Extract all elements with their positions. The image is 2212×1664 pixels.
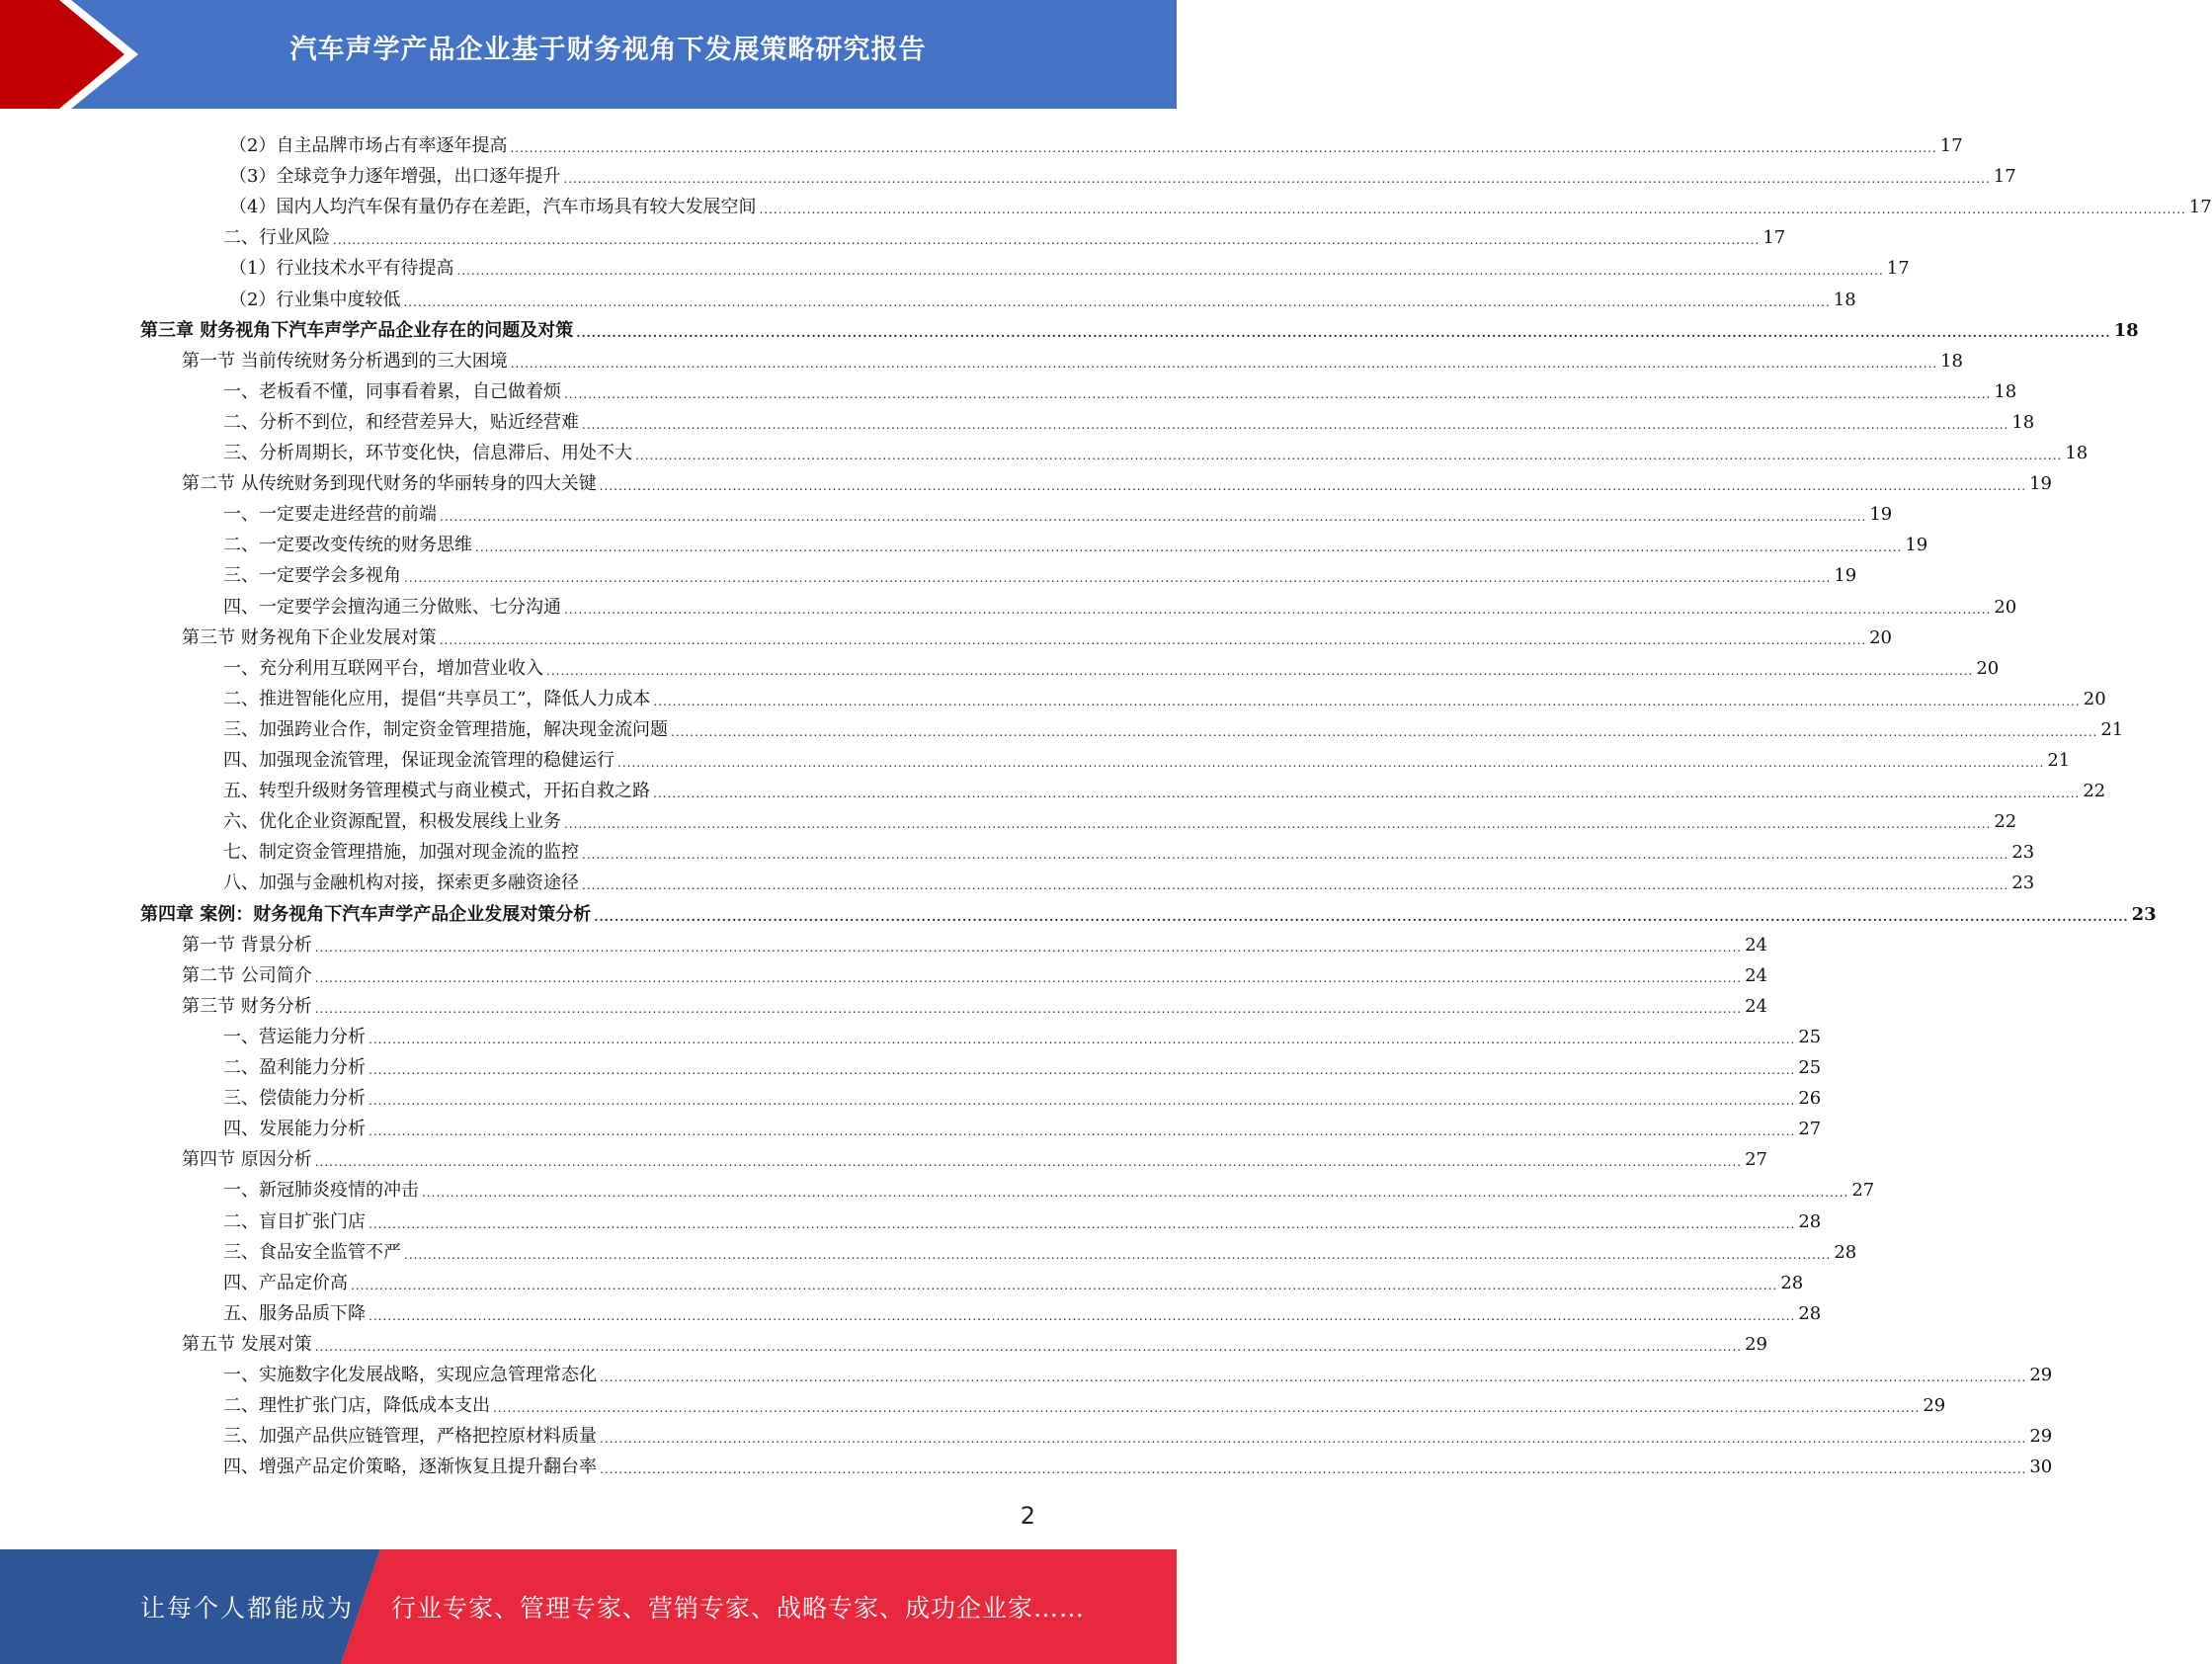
toc-leader-dots: ............................................................................................................................................................................................................................................................................................................ [759, 203, 2186, 217]
toc-entry[interactable] [229, 281, 1856, 311]
toc-entry-title: 第三节 财务分析 [182, 995, 312, 1017]
toc-leader-dots: ............................................................................................................................................................................................................................................................................................................ [600, 1432, 2027, 1447]
toc-leader-dots: ............................................................................................................................................................................................................................................................................................................ [653, 787, 2081, 801]
toc-entry-page-number: 24 [1745, 934, 1767, 956]
toc-entry[interactable] [182, 1325, 1767, 1356]
toc-entry-title: 八、加强与金融机构对接，探索更多融资途径 [223, 873, 579, 894]
toc-entry[interactable] [223, 495, 1893, 526]
toc-entry[interactable] [223, 649, 2000, 680]
toc-leader-dots: ............................................................................................................................................................................................................................................................................................................ [369, 1216, 1796, 1231]
toc-entry-title: 三、偿债能力分析 [223, 1088, 366, 1110]
toc-entry-title: 四、一定要学会擅沟通三分做账、七分沟通 [223, 596, 561, 618]
toc-entry-page-number: 23 [2011, 842, 2035, 864]
toc-leader-dots: ............................................................................................................................................................................................................................................................................................................ [563, 172, 1991, 187]
toc-entry-page-number: 29 [2029, 1426, 2053, 1448]
toc-leader-dots: ............................................................................................................................................................................................................................................................................................................ [404, 1247, 1832, 1262]
toc-entry-title: 三、加强产品供应链管理，严格把控原材料质量 [223, 1426, 597, 1448]
toc-entry-page-number: 21 [2047, 750, 2071, 771]
toc-entry-page-number: 20 [1869, 626, 1892, 648]
toc-entry[interactable] [182, 619, 1892, 649]
toc-leader-dots: ............................................................................................................................................................................................................................................................................................................ [333, 233, 1761, 248]
toc-entry[interactable] [182, 342, 1963, 373]
toc-entry-title: 四、产品定价高 [223, 1272, 348, 1293]
toc-entry-page-number: 18 [1994, 380, 2017, 402]
toc-entry-title: 一、实施数字化发展战略，实现应急管理常态化 [223, 1365, 597, 1385]
toc-entry-page-number: 18 [1940, 350, 1963, 372]
page-header [0, 0, 1177, 109]
toc-entry[interactable] [223, 680, 2106, 710]
toc-entry-page-number: 27 [1851, 1180, 1875, 1202]
toc-leader-dots: ............................................................................................................................................................................................................................................................................................................ [582, 878, 2009, 893]
toc-leader-dots: ............................................................................................................................................................................................................................................................................................................ [369, 1124, 1796, 1139]
toc-entry-page-number: 29 [1923, 1395, 1946, 1417]
toc-leader-dots: ............................................................................................................................................................................................................................................................................................................ [314, 940, 1743, 955]
toc-entry-page-number: 18 [1833, 289, 1856, 310]
toc-entry[interactable] [223, 833, 2035, 864]
toc-leader-dots: ............................................................................................................................................................................................................................................................................................................ [594, 909, 2129, 924]
toc-entry-page-number: 25 [1798, 1057, 1822, 1078]
toc-entry-title: 四、加强现金流管理，保证现金流管理的稳健运行 [223, 750, 614, 771]
toc-entry-page-number: 19 [1869, 504, 1893, 526]
toc-entry-title: 二、行业风险 [223, 227, 330, 249]
toc-leader-dots: ............................................................................................................................................................................................................................................................................................................ [600, 1462, 2027, 1477]
toc-leader-dots: ............................................................................................................................................................................................................................................................................................................ [369, 1032, 1796, 1046]
toc-leader-dots: ............................................................................................................................................................................................................................................................................................................ [314, 1155, 1743, 1170]
toc-entry-title: （1）行业技术水平有待提高 [229, 258, 454, 280]
toc-entry-title: 二、分析不到位，和经营差异大，贴近经营难 [223, 411, 579, 433]
toc-entry-title: 四、发展能力分析 [223, 1119, 366, 1140]
toc-entry-title: 第五节 发展对策 [182, 1333, 312, 1355]
toc-leader-dots: ............................................................................................................................................................................................................................................................................................................ [351, 1278, 1778, 1292]
toc-entry-title: 二、理性扩张门店，降低成本支出 [223, 1395, 490, 1417]
toc-entry[interactable] [223, 1264, 1804, 1294]
toc-entry-title: （3）全球竞争力逐年增强，出口逐年提升 [229, 166, 561, 188]
toc-entry-page-number: 26 [1798, 1088, 1822, 1110]
toc-entry-page-number: 25 [1798, 1026, 1822, 1047]
footer-slogan-left: 让每个人都能成为 [140, 1594, 355, 1622]
toc-entry[interactable] [182, 1140, 1767, 1171]
toc-entry-page-number: 17 [1993, 166, 2016, 188]
toc-entry-title: 三、加强跨业合作，制定资金管理措施，解决现金流问题 [223, 718, 668, 740]
toc-leader-dots: ............................................................................................................................................................................................................................................................................................................ [440, 510, 1867, 525]
toc-entry-page-number: 24 [1745, 964, 1767, 986]
toc-leader-dots: ............................................................................................................................................................................................................................................................................................................ [456, 264, 1884, 279]
toc-entry-page-number: 24 [1745, 995, 1767, 1017]
toc-entry[interactable] [223, 1386, 1946, 1417]
toc-leader-dots: ............................................................................................................................................................................................................................................................................................................ [576, 325, 2111, 340]
toc-leader-dots: ............................................................................................................................................................................................................................................................................................................ [510, 356, 1938, 371]
toc-entry-page-number: 22 [1994, 811, 2017, 833]
toc-entry-page-number: 21 [2100, 718, 2124, 740]
toc-leader-dots: ............................................................................................................................................................................................................................................................................................................ [564, 602, 1992, 617]
toc-entry-title: 三、食品安全监管不严 [223, 1241, 401, 1263]
toc-entry-page-number: 20 [1994, 596, 2017, 618]
toc-entry-page-number: 23 [2011, 873, 2035, 894]
toc-leader-dots: ............................................................................................................................................................................................................................................................................................................ [582, 848, 2009, 863]
toc-leader-dots: ............................................................................................................................................................................................................................................................................................................ [369, 1308, 1796, 1323]
toc-entry-page-number: 29 [2029, 1365, 2053, 1385]
toc-entry[interactable] [223, 1448, 2053, 1478]
toc-leader-dots: ............................................................................................................................................................................................................................................................................................................ [564, 817, 1992, 832]
toc-entry-page-number: 29 [1745, 1333, 1767, 1355]
toc-entry-title: 六、优化企业资源配置，积极发展线上业务 [223, 811, 561, 833]
toc-leader-dots: ............................................................................................................................................................................................................................................................................................................ [475, 541, 1903, 555]
toc-leader-dots: ............................................................................................................................................................................................................................................................................................................ [422, 1186, 1849, 1201]
page-number: 2 [1020, 1502, 1035, 1530]
toc-leader-dots: ............................................................................................................................................................................................................................................................................................................ [493, 1401, 1921, 1416]
toc-leader-dots: ............................................................................................................................................................................................................................................................................................................ [369, 1063, 1796, 1077]
toc-leader-dots: ............................................................................................................................................................................................................................................................................................................ [510, 141, 1937, 155]
toc-leader-dots: ............................................................................................................................................................................................................................................................................................................ [599, 479, 2027, 494]
toc-entry[interactable] [229, 126, 1963, 157]
toc-entry-page-number: 18 [2065, 443, 2089, 463]
toc-entry-page-number: 27 [1745, 1149, 1767, 1171]
toc-leader-dots: ............................................................................................................................................................................................................................................................................................................ [546, 663, 1974, 678]
toc-entry-title: 二、一定要改变传统的财务思维 [223, 535, 472, 556]
toc-entry[interactable] [223, 1203, 1822, 1233]
toc-entry-title: 五、服务品质下降 [223, 1302, 366, 1324]
toc-entry-title: （4）国内人均汽车保有量仍存在差距，汽车市场具有较大发展空间 [229, 197, 757, 218]
toc-entry-page-number: 30 [2029, 1456, 2053, 1478]
toc-leader-dots: ............................................................................................................................................................................................................................................................................................................ [582, 417, 2009, 432]
toc-entry-page-number: 28 [1798, 1210, 1822, 1232]
toc-entry[interactable] [223, 434, 2089, 464]
toc-entry-title: 五、转型升级财务管理模式与商业模式，开拓自救之路 [223, 781, 650, 802]
toc-entry-page-number: 17 [1939, 135, 1963, 156]
toc-entry[interactable] [223, 1294, 1822, 1325]
toc-entry[interactable] [223, 1233, 1857, 1264]
toc-entry[interactable] [223, 1356, 2053, 1386]
toc-leader-dots: ............................................................................................................................................................................................................................................................................................................ [314, 1001, 1743, 1016]
toc-entry[interactable] [223, 556, 1857, 587]
toc-entry-title: 三、一定要学会多视角 [223, 565, 401, 587]
toc-entry[interactable] [223, 403, 2035, 434]
toc-leader-dots: ............................................................................................................................................................................................................................................................................................................ [653, 694, 2081, 708]
toc-entry[interactable] [182, 987, 1767, 1018]
toc-leader-dots: ............................................................................................................................................................................................................................................................................................................ [564, 386, 1992, 401]
toc-entry[interactable] [223, 710, 2124, 741]
toc-entry-page-number: 20 [2083, 688, 2106, 709]
page-footer [0, 1549, 1177, 1664]
toc-entry[interactable] [223, 218, 1786, 249]
toc-entry-page-number: 17 [1886, 258, 1910, 280]
toc-entry-page-number: 19 [1905, 535, 1928, 556]
toc-entry-page-number: 17 [2188, 197, 2212, 218]
toc-entry[interactable] [140, 895, 2157, 926]
toc-entry[interactable] [140, 311, 2139, 342]
toc-entry-page-number: 22 [2083, 781, 2106, 802]
toc-entry-page-number: 18 [2113, 319, 2139, 341]
toc-entry[interactable] [223, 1048, 1822, 1079]
toc-entry-title: 七、制定资金管理措施，加强对现金流的监控 [223, 842, 579, 864]
toc-entry-page-number: 19 [1834, 565, 1857, 587]
toc-entry-page-number: 23 [2131, 903, 2157, 925]
toc-leader-dots: ............................................................................................................................................................................................................................................................................................................ [404, 571, 1832, 586]
toc-entry[interactable] [223, 588, 2017, 619]
toc-entry[interactable] [223, 802, 2017, 833]
toc-entry-page-number: 27 [1798, 1119, 1822, 1140]
document-title: 汽车声学产品企业基于财务视角下发展策略研究报告 [289, 35, 927, 65]
toc-entry-title: 第二节 公司简介 [182, 964, 312, 986]
toc-entry-title: 二、推进智能化应用，提倡“共享员工”，降低人力成本 [223, 688, 651, 709]
toc-entry[interactable] [229, 188, 2212, 218]
toc-entry[interactable] [223, 1417, 2053, 1448]
toc-entry[interactable] [182, 957, 1767, 987]
toc-entry[interactable] [223, 373, 2017, 403]
toc-entry-title: 第一节 当前传统财务分析遇到的三大困境 [182, 350, 508, 372]
toc-entry-title: （2）行业集中度较低 [229, 289, 401, 310]
toc-leader-dots: ............................................................................................................................................................................................................................................................................................................ [369, 1094, 1796, 1109]
toc-entry[interactable] [182, 464, 2052, 495]
toc-leader-dots: ............................................................................................................................................................................................................................................................................................................ [403, 294, 1831, 309]
toc-entry[interactable] [223, 864, 2035, 894]
toc-entry-title: （2）自主品牌市场占有率逐年提高 [229, 135, 508, 156]
toc-entry[interactable] [223, 741, 2071, 772]
toc-entry-page-number: 28 [1780, 1272, 1804, 1293]
toc-entry-title: 一、老板看不懂，同事看着累，自己做着烦 [223, 380, 561, 402]
toc-entry-title: 第四节 原因分析 [182, 1149, 312, 1171]
toc-entry-title: 四、增强产品定价策略，逐渐恢复且提升翻台率 [223, 1456, 597, 1478]
toc-leader-dots: ............................................................................................................................................................................................................................................................................................................ [671, 724, 2098, 739]
toc-entry-title: 第二节 从传统财务到现代财务的华丽转身的四大关键 [182, 473, 597, 495]
toc-entry-title: 第三章 财务视角下汽车声学产品企业存在的问题及对策 [140, 319, 574, 341]
toc-entry-title: 三、分析周期长，环节变化快，信息滞后、用处不大 [223, 443, 632, 463]
toc-entry-title: 第三节 财务视角下企业发展对策 [182, 626, 437, 648]
toc-leader-dots: ............................................................................................................................................................................................................................................................................................................ [635, 449, 2063, 462]
toc-entry-page-number: 18 [2011, 411, 2035, 433]
toc-entry-title: 一、新冠肺炎疫情的冲击 [223, 1180, 419, 1202]
toc-entry[interactable] [223, 1171, 1875, 1202]
toc-entry-title: 第四章 案例：财务视角下汽车声学产品企业发展对策分析 [140, 903, 592, 925]
toc-entry[interactable] [182, 926, 1767, 957]
toc-leader-dots: ............................................................................................................................................................................................................................................................................................................ [439, 632, 1867, 647]
toc-entry-title: 二、盲目扩张门店 [223, 1210, 366, 1232]
toc-entry-page-number: 20 [1976, 657, 2000, 679]
toc-entry-title: 一、营运能力分析 [223, 1026, 366, 1047]
toc-leader-dots: ............................................................................................................................................................................................................................................................................................................ [314, 970, 1743, 985]
toc-leader-dots: ............................................................................................................................................................................................................................................................................................................ [314, 1339, 1743, 1354]
toc-entry[interactable] [229, 249, 1910, 280]
toc-entry-page-number: 28 [1798, 1302, 1822, 1324]
toc-entry-page-number: 28 [1834, 1241, 1857, 1263]
toc-entry[interactable] [223, 1110, 1822, 1140]
toc-entry[interactable] [223, 772, 2106, 802]
footer-slogan-right: 行业专家、管理专家、营销专家、战略专家、成功企业家…… [391, 1594, 1086, 1622]
toc-leader-dots: ............................................................................................................................................................................................................................................................................................................ [600, 1371, 2027, 1384]
toc-entry[interactable] [229, 157, 2016, 188]
toc-entry-title: 第一节 背景分析 [182, 934, 312, 956]
toc-entry-title: 二、盈利能力分析 [223, 1057, 366, 1078]
toc-entry[interactable] [223, 1079, 1822, 1110]
toc-entry-page-number: 19 [2029, 473, 2052, 495]
toc-leader-dots: ............................................................................................................................................................................................................................................................................................................ [617, 756, 2045, 770]
toc-entry-page-number: 17 [1762, 227, 1786, 249]
toc-entry-title: 一、一定要走进经营的前端 [223, 504, 437, 526]
toc-entry-title: 一、充分利用互联网平台，增加营业收入 [223, 657, 543, 679]
toc-entry[interactable] [223, 526, 1928, 556]
toc-entry[interactable] [223, 1018, 1822, 1048]
